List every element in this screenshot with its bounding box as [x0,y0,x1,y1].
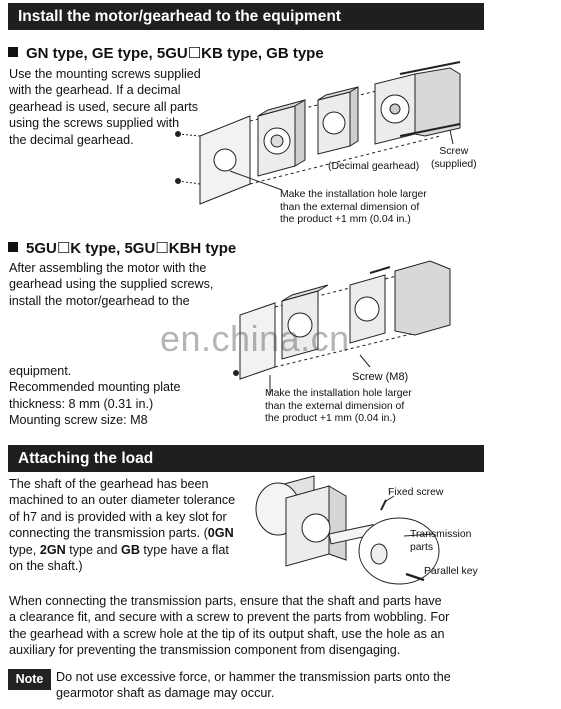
watermark-text: en.china.cn [160,318,350,359]
note-badge: Note [8,669,51,690]
gn-instructions-text: Use the mounting screws supplied with the gearhead. If a decimal gearhead is used, secure all parts using the screws supplied with the decimal gearhead. [9,67,201,147]
bullet-square-icon [8,242,18,252]
5gu-instructions-text-bottom: equipment. Recommended mounting plate thickness: 8 mm (0.31 in.) Mounting screw size: M8 [9,364,181,428]
subsection-title-5gu-text: 5GU☐K type, 5GU☐KBH type [26,240,237,257]
label-installation-hole-2: Make the installation hole larger than the external dimension of the product +1 mm (0.04 in.) [265,388,412,425]
label-installation-hole-1: Make the installation hole larger than the external dimension of the product +1 mm (0.04 in.) [280,189,427,226]
exploded-assembly-diagram-gn [170,66,470,196]
label-screw-supplied: Screw (supplied) [431,146,477,170]
section-header-attaching-load [8,445,484,472]
note-text: Do not use excessive force, or hammer the transmission parts onto the gearmotor shaft as damage may occur. [56,670,451,701]
label-transmission-parts: Transmission parts [410,529,472,553]
label-decimal-gearhead: (Decimal gearhead) [328,161,420,172]
bullet-square-icon [8,47,18,57]
5gu-instructions-text-top: After assembling the motor with the gearhead using the supplied screws, install the motor/gearhead to the [9,261,214,308]
section-header-attaching-load-text: Attaching the load [18,450,154,467]
subsection-title-gn-text: GN type, GE type, 5GU☐KB type, GB type [26,45,324,62]
label-parallel-key: Parallel key [424,566,478,577]
label-fixed-screw: Fixed screw [388,487,444,498]
label-screw-m8: Screw (M8) [352,371,409,383]
section-header-install [8,3,484,30]
connection-instructions-paragraph: When connecting the transmission parts, ensure that the shaft and parts have a clearance fit, and secure with a screw to prevent the parts from wobbling. For the gearhead with a screw hole at the tip of its output shaft, use the hole as an auxiliary for preventing the transmission component from disengaging. [9,594,450,658]
section-header-install-text: Install the motor/gearhead to the equipment [18,8,341,25]
attaching-load-text: The shaft of the gearhead has been machined to an outer diameter tolerance of h7 and is provided with a key slot for connecting the transmission parts. (0GN type, 2GN type and GB type have a flat on the shaft.) [9,477,236,574]
subsection-title-gn-type [8,44,324,62]
